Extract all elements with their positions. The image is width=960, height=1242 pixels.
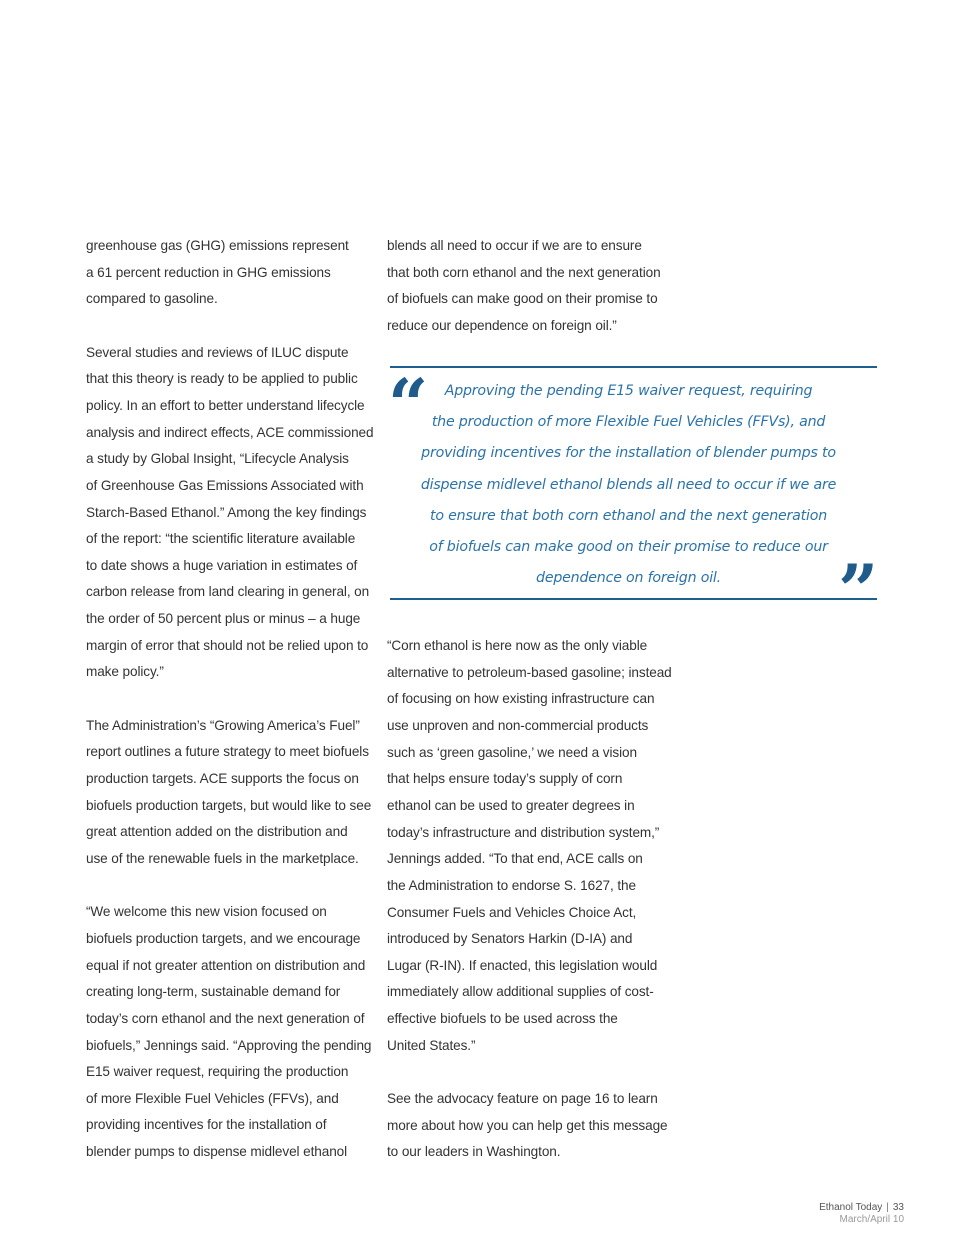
open-quote-icon: “: [388, 363, 429, 446]
body-text-line: Lugar (R-IN). If enacted, this legislation would: [387, 957, 658, 973]
body-text-line: compared to gasoline.: [86, 291, 218, 307]
pull-quote-line: Approving the pending E15 waiver request, requiring: [444, 383, 813, 399]
body-text-line: use of the renewable fuels in the marketplace.: [86, 850, 359, 866]
body-text-line: reduce our dependence on foreign oil.”: [387, 317, 617, 333]
body-text-line: of biofuels can make good on their promise to: [387, 291, 658, 307]
body-text-line: of more Flexible Fuel Vehicles (FFVs), and: [86, 1090, 339, 1106]
body-text-line: equal if not greater attention on distribution and: [86, 957, 366, 973]
body-text-line: that this theory is ready to be applied to public: [86, 371, 358, 387]
body-text-line: more about how you can help get this message: [387, 1117, 668, 1133]
body-text-line: to our leaders in Washington.: [387, 1144, 561, 1160]
body-text-line: of focusing on how existing infrastructure can: [387, 691, 655, 707]
pull-quote-line: of biofuels can make good on their promise to reduce our: [429, 539, 828, 555]
pull-quote-bottom-rule: [390, 598, 877, 600]
body-text-line: introduced by Senators Harkin (D-IA) and: [387, 931, 633, 947]
body-text-line: analysis and indirect effects, ACE commissioned: [86, 424, 374, 440]
body-text-line: a study by Global Insight, “Lifecycle Analysis: [86, 451, 349, 467]
pull-quote-line: to ensure that both corn ethanol and the next generation: [429, 507, 828, 524]
body-text-line: biofuels,” Jennings said. “Approving the pending: [86, 1037, 372, 1053]
body-text-line: the order of 50 percent plus or minus – a huge: [86, 611, 361, 627]
body-text-line: the Administration to endorse S. 1627, the: [387, 877, 636, 893]
body-text-line: great attention added on the distribution and: [86, 824, 348, 840]
body-text-line: that both corn ethanol and the next generation: [387, 264, 661, 280]
body-text-line: report outlines a future strategy to meet biofuels: [86, 744, 369, 760]
footer-separator: |: [886, 1202, 889, 1213]
publication-name: Ethanol Today: [819, 1202, 883, 1213]
body-text-line: of Greenhouse Gas Emissions Associated with: [86, 477, 364, 493]
body-text-line: blends all need to occur if we are to ensure: [387, 238, 642, 253]
body-text-line: ethanol can be used to greater degrees in: [387, 797, 635, 813]
body-text-line: use unproven and non-commercial products: [387, 717, 649, 733]
body-text-line: United States.”: [387, 1037, 476, 1053]
page-number: 33: [892, 1202, 904, 1213]
body-text-line: Starch-Based Ethanol.” Among the key findings: [86, 504, 367, 520]
body-text-line: The Administration’s “Growing America’s Fuel”: [86, 717, 360, 733]
body-text-line: creating long-term, sustainable demand for: [86, 984, 341, 1000]
body-text-line: immediately allow additional supplies of cost-: [387, 984, 654, 1000]
body-text-line: Consumer Fuels and Vehicles Choice Act,: [387, 904, 637, 920]
pull-quote-line: dependence on foreign oil.: [536, 570, 721, 587]
body-text-line: providing incentives for the installation of: [86, 1117, 327, 1133]
issue-date: March/April 10: [839, 1214, 904, 1225]
body-text-line: policy. In an effort to better understand lifecycle: [86, 397, 365, 413]
pull-quote-line: providing incentives for the installation of blender pumps to: [421, 445, 836, 462]
pull-quote-line: the production of more Flexible Fuel Vehicles (FFVs), and: [431, 414, 826, 431]
body-text-line: blender pumps to dispense midlevel ethanol: [86, 1144, 348, 1160]
body-text-line: today’s corn ethanol and the next generation of: [86, 1010, 365, 1026]
body-text-line: greenhouse gas (GHG) emissions represent: [86, 238, 349, 253]
body-text-line: to date shows a huge variation in estimates of: [86, 557, 358, 573]
body-text-line: “Corn ethanol is here now as the only viable: [387, 638, 648, 653]
body-text-line: of the report: “the scientific literature available: [86, 531, 356, 547]
body-text-line: such as ‘green gasoline,’ we need a vision: [387, 744, 637, 760]
body-text-line: make policy.”: [86, 664, 164, 680]
page-footer: [819, 1202, 904, 1213]
body-text-line: that helps ensure today’s supply of corn: [387, 771, 623, 787]
pull-quote-line: dispense midlevel ethanol blends all need to occur if we are: [420, 476, 837, 493]
body-text-line: production targets. ACE supports the focus on: [86, 771, 359, 786]
close-quote-icon: ”: [838, 549, 879, 632]
pull-quote-top-rule: [390, 366, 877, 368]
body-text-line: margin of error that should not be relied upon to: [86, 637, 369, 653]
body-text-line: See the advocacy feature on page 16 to learn: [387, 1091, 658, 1107]
body-text-line: Several studies and reviews of ILUC dispute: [86, 344, 349, 360]
body-text-line: “We welcome this new vision focused on: [86, 904, 327, 920]
body-text-line: alternative to petroleum-based gasoline; instead: [387, 664, 672, 680]
body-text-line: effective biofuels to be used across the: [387, 1011, 618, 1027]
body-text-line: today’s infrastructure and distribution system,”: [387, 824, 660, 840]
body-text-line: biofuels production targets, but would like to see: [86, 797, 372, 813]
body-text-line: a 61 percent reduction in GHG emissions: [86, 264, 331, 280]
body-text-line: E15 waiver request, requiring the production: [86, 1064, 349, 1080]
body-text-line: carbon release from land clearing in general, on: [86, 584, 370, 600]
body-text-line: Jennings added. “To that end, ACE calls on: [387, 851, 643, 867]
body-text-line: biofuels production targets, and we encourage: [86, 930, 361, 946]
